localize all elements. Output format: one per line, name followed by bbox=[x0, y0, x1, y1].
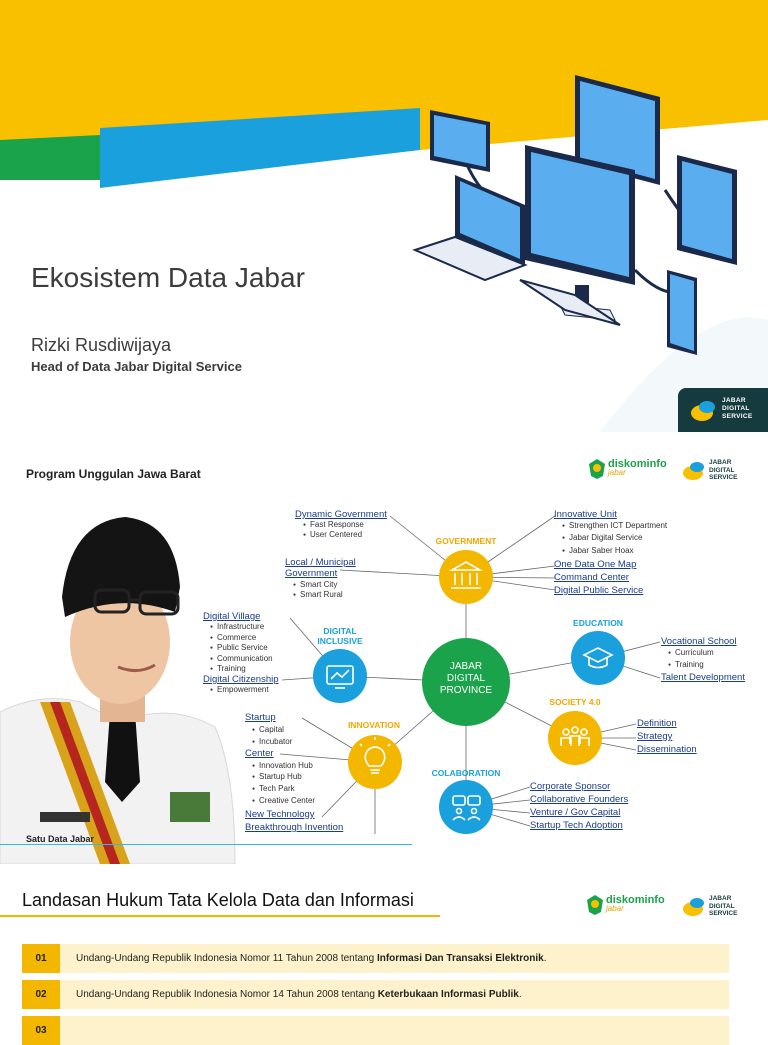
jds-logo-text-1: JABAR bbox=[709, 895, 732, 902]
presentation-title: Ekosistem Data Jabar bbox=[31, 262, 305, 293]
bullet-smart-rural: ● Smart Rural bbox=[293, 590, 343, 599]
innovation-node-circle bbox=[348, 735, 402, 789]
society-node-circle bbox=[548, 711, 602, 765]
link-strategy[interactable]: Strategy bbox=[637, 731, 673, 742]
link-breakthrough-invention[interactable]: Breakthrough Invention bbox=[245, 822, 344, 833]
law-row-text-plain: Undang-Undang Republik Indonesia Nomor 11 Tahun 2008 tentang bbox=[76, 953, 377, 964]
colaboration-node-circle bbox=[439, 780, 493, 834]
law-row-text-bold: Keterbukaan Informasi Publik bbox=[377, 989, 519, 1000]
digital-inclusive-line-2: INCLUSIVE bbox=[317, 636, 363, 646]
bullet-creative-center: ● Creative Center bbox=[252, 796, 315, 805]
link-dissemination[interactable]: Dissemination bbox=[637, 744, 697, 755]
center-node-line-2: DIGITAL bbox=[446, 673, 486, 684]
mindmap-connectors bbox=[0, 432, 768, 864]
jds-logo-badge bbox=[678, 388, 768, 432]
jds-logo-text-3: SERVICE bbox=[709, 910, 738, 917]
jds-logo-text-1: JABAR bbox=[722, 397, 746, 404]
diskominfo-logo-subtext: jabar bbox=[608, 468, 626, 477]
link-new-technology[interactable]: New Technology bbox=[245, 809, 315, 820]
bullet-training: ● Training bbox=[668, 660, 704, 669]
title-underline bbox=[0, 915, 440, 917]
law-row-number: 01 bbox=[22, 944, 60, 973]
law-row bbox=[22, 980, 729, 1009]
jds-logo-text-1: JABAR bbox=[709, 459, 732, 466]
bullet-curriculum: ● Curriculum bbox=[668, 648, 714, 657]
law-row-number: 02 bbox=[22, 980, 60, 1009]
link-startup-tech-adoption[interactable]: Startup Tech Adoption bbox=[530, 820, 623, 831]
footer-label: Satu Data Jabar bbox=[26, 834, 95, 844]
link-digital-citizenship[interactable]: Digital Citizenship bbox=[203, 674, 279, 685]
bullet-incubator: ● Incubator bbox=[252, 737, 292, 746]
jds-logo-text-3: SERVICE bbox=[722, 413, 753, 420]
bullet-public-service: ● Public Service bbox=[210, 643, 268, 652]
bullet-capital: ● Capital bbox=[252, 725, 284, 734]
bullet-commerce: ● Commerce bbox=[210, 633, 256, 642]
link-vocational-school[interactable]: Vocational School bbox=[661, 636, 737, 647]
colaboration-label: COLABORATION bbox=[431, 768, 501, 778]
jds-logo-icon bbox=[682, 894, 706, 918]
government-node-circle bbox=[439, 550, 493, 604]
jds-logo-text-3: SERVICE bbox=[709, 474, 738, 481]
link-one-data-one-map[interactable]: One Data One Map bbox=[554, 559, 637, 570]
link-command-center[interactable]: Command Center bbox=[554, 572, 629, 583]
bullet-communication: ● Communication bbox=[210, 654, 273, 663]
innovation-label: INNOVATION bbox=[347, 720, 401, 730]
link-digital-village[interactable]: Digital Village bbox=[203, 611, 261, 622]
bullet-user-centered: ● User Centered bbox=[303, 530, 362, 539]
link-dynamic-government[interactable]: Dynamic Government bbox=[295, 509, 387, 520]
diskominfo-logo-subtext: jabar bbox=[606, 904, 624, 913]
link-talent-development[interactable]: Talent Development bbox=[661, 672, 745, 683]
diskominfo-logo-text: diskominfo bbox=[606, 894, 665, 906]
bullet-infrastructure: ● Infrastructure bbox=[210, 622, 264, 631]
slide-program-unggulan bbox=[0, 432, 768, 864]
law-row-text-end: . bbox=[543, 953, 547, 964]
diskominfo-logo-text: diskominfo bbox=[608, 458, 667, 470]
bullet-jabar-saber-hoax: ● Jabar Saber Hoax bbox=[562, 546, 634, 555]
presenter-name: Rizki Rusdiwijaya bbox=[31, 335, 172, 355]
link-innovative-unit[interactable]: Innovative Unit bbox=[554, 509, 617, 520]
link-local-government-1[interactable]: Local / Municipal bbox=[285, 557, 356, 568]
footer-divider bbox=[0, 844, 412, 845]
society-label: SOCIETY 4.0 bbox=[549, 697, 601, 707]
center-node-line-1: JABAR bbox=[449, 661, 483, 672]
link-startup[interactable]: Startup bbox=[245, 712, 276, 723]
bullet-jabar-digital-service: ● Jabar Digital Service bbox=[562, 533, 642, 542]
law-row bbox=[22, 1016, 729, 1045]
diskominfo-logo bbox=[586, 894, 665, 913]
law-row-text-end: . bbox=[518, 989, 522, 1000]
jds-logo-text-2: DIGITAL bbox=[709, 466, 735, 474]
slide-title: Landasan Hukum Tata Kelola Data dan Informasi bbox=[22, 890, 414, 910]
slide-title bbox=[0, 0, 768, 432]
bullet-tech-park: ● Tech Park bbox=[252, 784, 295, 793]
jds-logo bbox=[682, 894, 737, 918]
law-row bbox=[22, 944, 729, 973]
bullet-training: ● Training bbox=[210, 664, 246, 673]
bullet-innovation-hub: ● Innovation Hub bbox=[252, 761, 313, 770]
law-row-text bbox=[76, 989, 522, 1000]
bullet-empowerment: ● Empowerment bbox=[210, 685, 269, 694]
law-row-text-plain: Undang-Undang Republik Indonesia Nomor 14 Tahun 2008 tentang bbox=[76, 989, 378, 1000]
link-local-government-2[interactable]: Government bbox=[285, 568, 338, 579]
law-row-number: 03 bbox=[22, 1016, 60, 1045]
center-node-line-3: PROVINCE bbox=[439, 685, 493, 696]
link-venture-gov-capital[interactable]: Venture / Gov Capital bbox=[530, 807, 621, 818]
west-java-emblem-icon bbox=[586, 894, 604, 916]
connected-devices-illustration bbox=[395, 70, 745, 370]
education-node-circle bbox=[571, 631, 625, 685]
link-corporate-sponsor[interactable]: Corporate Sponsor bbox=[530, 781, 611, 792]
digital-inclusive-label bbox=[300, 626, 380, 646]
slide-landasan-hukum bbox=[0, 864, 768, 1036]
presenter-role: Head of Data Jabar Digital Service bbox=[31, 359, 242, 374]
link-definition[interactable]: Definition bbox=[637, 718, 677, 729]
jds-logo-text-2: DIGITAL bbox=[709, 902, 735, 910]
center-node-label bbox=[430, 661, 502, 697]
slide-heading: Program Unggulan Jawa Barat bbox=[26, 467, 201, 481]
jds-logo-icon bbox=[688, 395, 718, 425]
law-row-text bbox=[76, 953, 546, 964]
link-collaborative-founders[interactable]: Collaborative Founders bbox=[530, 794, 629, 805]
education-label: EDUCATION bbox=[573, 618, 623, 628]
bullet-strengthen-ict: ● Strengthen ICT Department bbox=[562, 521, 667, 530]
bullet-startup-hub: ● Startup Hub bbox=[252, 772, 302, 781]
digital-inclusive-line-1: DIGITAL bbox=[323, 626, 357, 636]
bullet-smart-city: ● Smart City bbox=[293, 580, 337, 589]
link-digital-public-service[interactable]: Digital Public Service bbox=[554, 585, 644, 596]
government-label: GOVERNMENT bbox=[435, 536, 497, 546]
jds-logo-text-2: DIGITAL bbox=[722, 405, 750, 412]
link-center[interactable]: Center bbox=[245, 748, 274, 759]
law-row-text-bold: Informasi Dan Transaksi Elektronik bbox=[376, 953, 544, 964]
bullet-fast-response: ● Fast Response bbox=[303, 520, 364, 529]
